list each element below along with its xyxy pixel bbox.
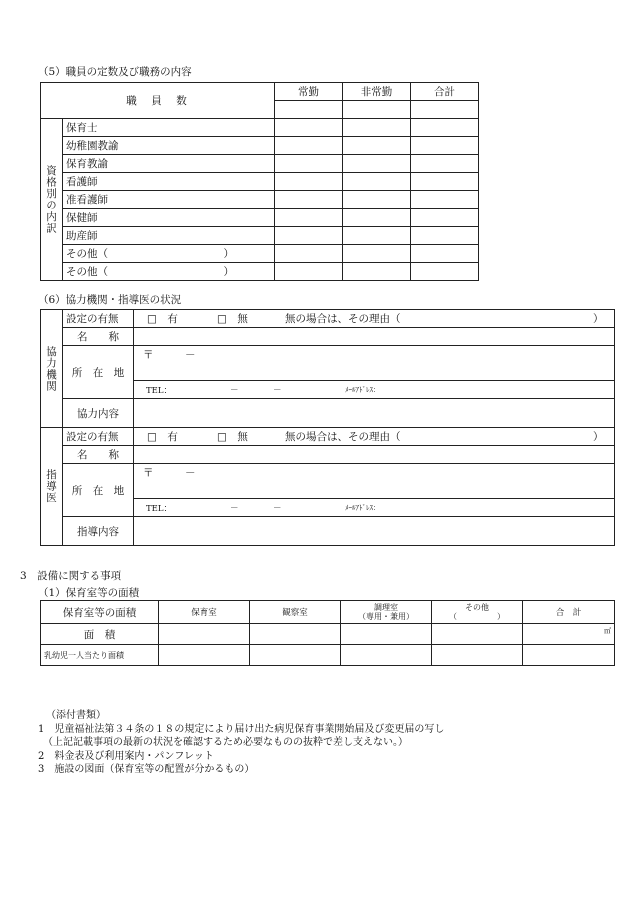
cell[interactable] [275, 119, 343, 137]
doctor-postal: 〒 － [143, 467, 196, 479]
cell[interactable] [159, 645, 250, 666]
cell[interactable] [275, 209, 343, 227]
section-5-heading: （5）職員の定数及び職務の内容 [38, 66, 192, 78]
coop-mail-label: ﾒｰﾙｱﾄﾞﾚｽ： [345, 385, 380, 394]
coop-setting-label: 設定の有無 [63, 310, 134, 328]
doctor-name-label: 名 称 [63, 446, 134, 464]
total-total-cell[interactable] [411, 101, 479, 119]
cell[interactable] [411, 155, 479, 173]
attachment-item: 1 児童福祉法第３４条の１８の規定により届け出た病児保育事業開始届及び変更届の写し [38, 723, 445, 735]
coop-content-field[interactable] [134, 399, 615, 428]
coop-tel-dash2: － [273, 385, 282, 396]
doctor-yes-checkbox[interactable]: □ 有 [147, 431, 178, 443]
part-time-total-cell[interactable] [343, 101, 411, 119]
cell[interactable] [275, 245, 343, 263]
row-label: 保健師 [63, 209, 275, 227]
cell[interactable] [411, 173, 479, 191]
cell[interactable] [341, 624, 432, 645]
doctor-postal-field[interactable] [134, 464, 615, 482]
cell[interactable] [250, 624, 341, 645]
area-table [40, 600, 615, 666]
section-3-heading: 3 設備に関する事項 [20, 570, 122, 582]
doctor-tel-dash1: － [230, 503, 239, 514]
attachment-item: 3 施設の図面（保育室等の配置が分かるもの） [38, 764, 255, 775]
cell[interactable] [411, 227, 479, 245]
coop-address-label: 所 在 地 [63, 346, 134, 399]
doctor-address-field[interactable] [134, 481, 615, 499]
full-time-total-cell[interactable] [275, 101, 343, 119]
cell[interactable] [343, 173, 411, 191]
cell[interactable] [250, 645, 341, 666]
cell[interactable] [411, 245, 479, 263]
coop-reason-label: 無の場合は、その理由（ [285, 313, 401, 325]
doctor-name-field[interactable] [134, 446, 615, 464]
cell[interactable] [343, 227, 411, 245]
cell[interactable] [411, 263, 479, 281]
cell[interactable] [411, 137, 479, 155]
attachments [38, 709, 444, 777]
col-other: その他 [465, 603, 489, 612]
doctor-setting-label: 設定の有無 [63, 428, 134, 446]
doctor-side-label: 指導医 [41, 428, 63, 546]
cell[interactable] [159, 624, 250, 645]
coop-name-field[interactable] [134, 328, 615, 346]
cell[interactable] [432, 624, 523, 645]
col-area-total: 合 計 [523, 601, 615, 624]
doctor-content-label: 指導内容 [63, 517, 134, 546]
col-chori: 調理室 [374, 603, 398, 612]
row-label: 助産師 [63, 227, 275, 245]
row-label: その他（ ） [63, 245, 275, 263]
row-label: その他（ ） [63, 263, 275, 281]
row-label: 准看護師 [63, 191, 275, 209]
cell[interactable] [411, 191, 479, 209]
cell[interactable] [275, 137, 343, 155]
coop-yes-checkbox[interactable]: □ 有 [147, 313, 178, 325]
staff-count-header: 職 員 数 [41, 83, 275, 119]
row-label: 保育士 [63, 119, 275, 137]
row-per-child-label: 乳幼児一人当たり面積 [41, 645, 159, 666]
row-label: 保育教諭 [63, 155, 275, 173]
coop-address-field[interactable] [134, 363, 615, 381]
coop-postal-field[interactable] [134, 346, 615, 364]
doctor-reason-close: ） [593, 431, 604, 443]
cell[interactable] [343, 137, 411, 155]
col-kansatsu: 観察室 [250, 601, 341, 624]
col-chori-sub: （専用・兼用） [358, 612, 414, 621]
attachment-item: 2 料金表及び利用案内・パンフレット [38, 750, 214, 762]
section-6-heading: （6）協力機関・指導医の状況 [38, 294, 182, 306]
cooperation-table [40, 309, 615, 546]
cell[interactable] [343, 155, 411, 173]
staff-table [40, 82, 479, 281]
doctor-mail-label: ﾒｰﾙｱﾄﾞﾚｽ： [345, 503, 380, 512]
coop-name-label: 名 称 [63, 328, 134, 346]
row-label: 幼稚園教諭 [63, 137, 275, 155]
cell[interactable] [432, 645, 523, 666]
doctor-address-label: 所 在 地 [63, 464, 134, 517]
cell[interactable] [275, 263, 343, 281]
area-header-first: 保育室等の面積 [41, 601, 159, 624]
coop-side-label: 協力機関 [41, 310, 63, 428]
coop-tel-label: TEL： [146, 385, 173, 396]
coop-no-checkbox[interactable]: □ 無 [217, 313, 248, 325]
cell[interactable] [411, 119, 479, 137]
coop-content-label: 協力内容 [63, 399, 134, 428]
attachments-title: （添付書類） [46, 710, 106, 721]
cell[interactable] [275, 155, 343, 173]
area-total-cell[interactable] [523, 624, 615, 645]
col-other-sub: （ ） [449, 612, 505, 621]
doctor-no-checkbox[interactable]: □ 無 [217, 431, 248, 443]
cell[interactable] [341, 645, 432, 666]
coop-reason-close: ） [593, 313, 604, 325]
cell[interactable] [343, 245, 411, 263]
doctor-contact-field[interactable] [134, 499, 615, 517]
coop-postal: 〒 － [143, 349, 196, 361]
qualification-side-label: 資格別の内訳 [41, 119, 63, 281]
unit-label: ㎡ [604, 627, 611, 635]
cell[interactable] [275, 173, 343, 191]
cell[interactable] [343, 191, 411, 209]
cell[interactable] [343, 263, 411, 281]
col-full-time: 常勤 [275, 83, 343, 101]
cell[interactable] [343, 209, 411, 227]
coop-contact-field[interactable] [134, 381, 615, 399]
col-total: 合計 [411, 83, 479, 101]
attachment-item: （上記記載事項の最新の状況を確認するため必要なものの抜粋で差し支えない。） [38, 737, 408, 748]
row-area-label: 面 積 [41, 624, 159, 645]
area-subheading: （1）保育室等の面積 [38, 587, 140, 599]
doctor-reason-label: 無の場合は、その理由（ [285, 431, 401, 443]
cell[interactable] [411, 209, 479, 227]
cell[interactable] [523, 645, 615, 666]
col-part-time: 非常勤 [343, 83, 411, 101]
cell[interactable] [275, 227, 343, 245]
cell[interactable] [343, 119, 411, 137]
doctor-content-field[interactable] [134, 517, 615, 546]
doctor-tel-dash2: － [273, 503, 282, 514]
coop-tel-dash1: － [230, 385, 239, 396]
cell[interactable] [275, 191, 343, 209]
doctor-tel-label: TEL： [146, 503, 173, 514]
col-hoiku: 保育室 [159, 601, 250, 624]
row-label: 看護師 [63, 173, 275, 191]
